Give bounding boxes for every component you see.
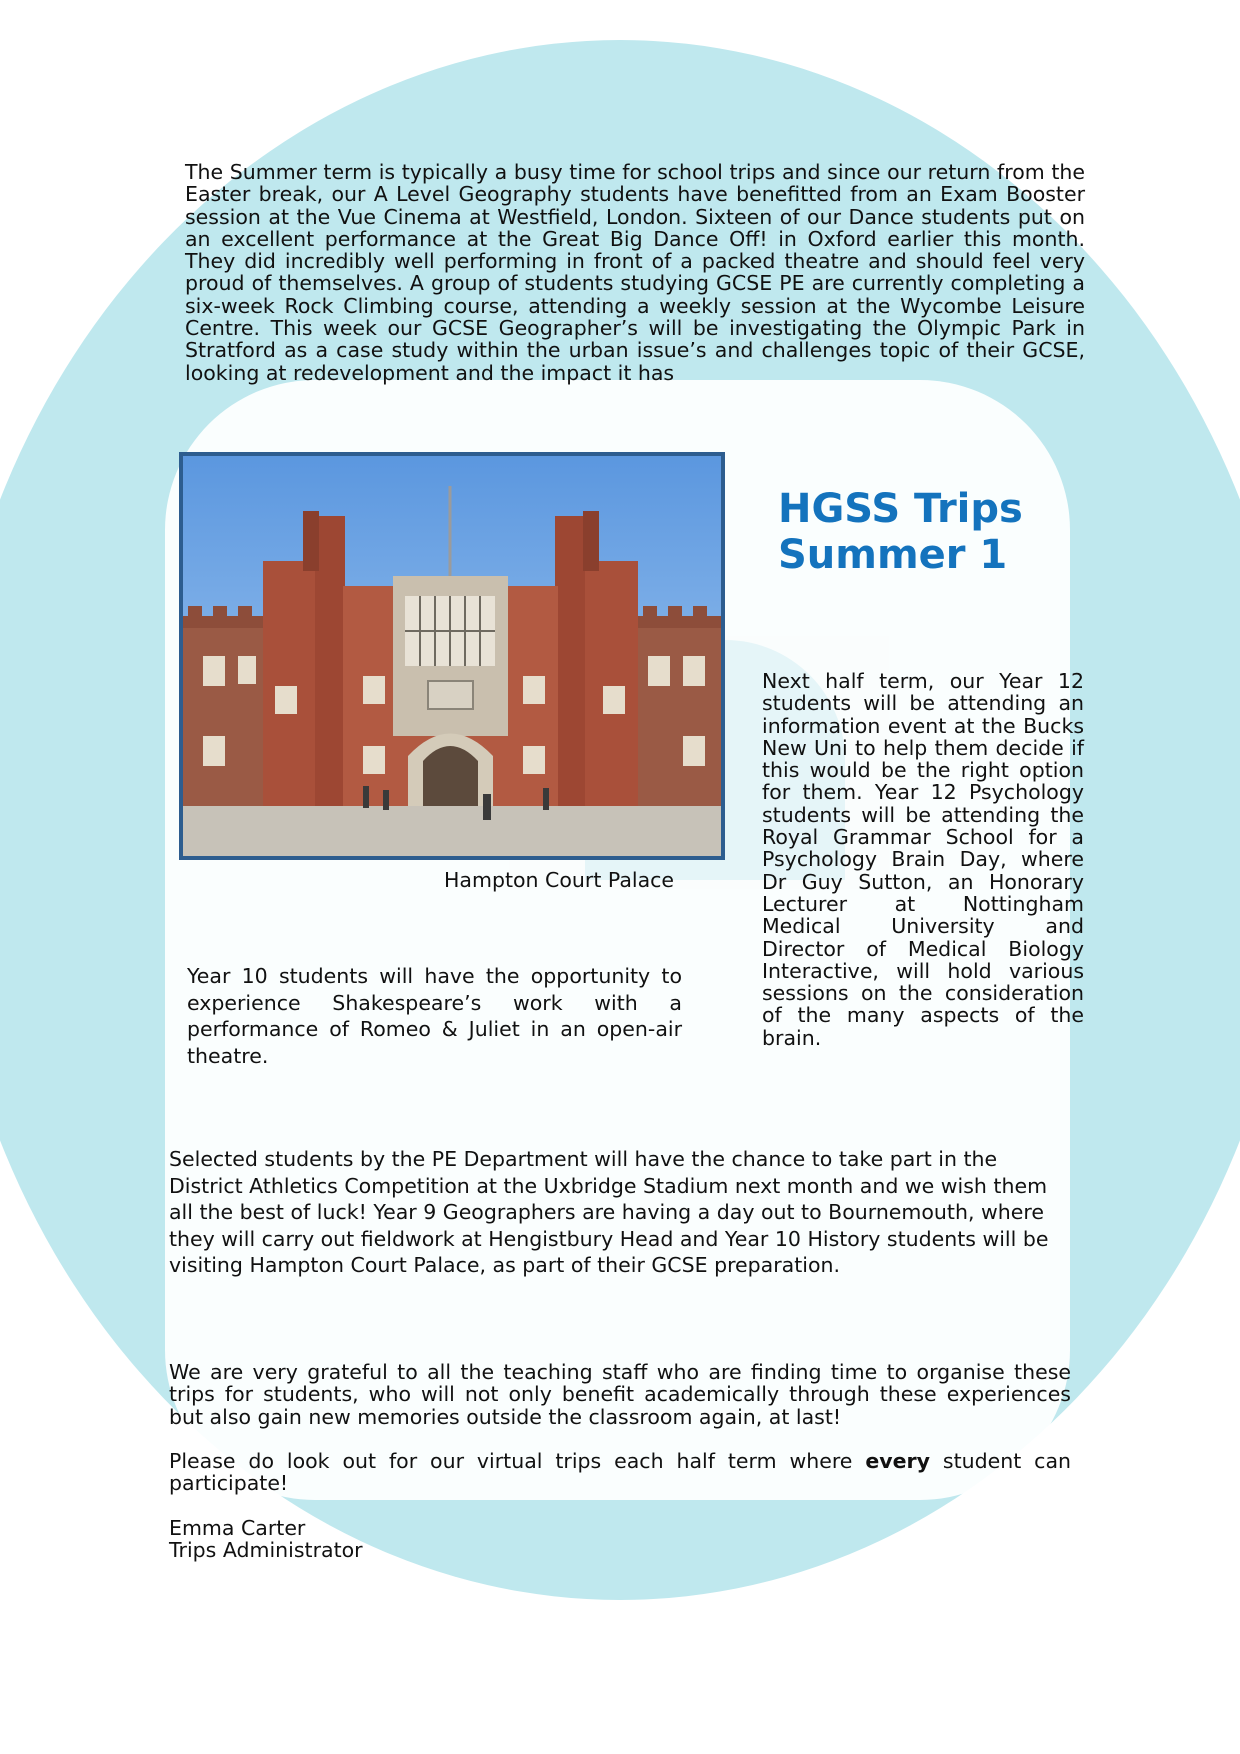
virtual-text-after: student can participate! xyxy=(169,1449,1071,1496)
athletics-paragraph: Selected students by the PE Department will have the chance to take part in the District Athletics Competition at the Uxbridge Stadium next month and we wish them all the best of luck! Year 9 Geographers are having a day out to Bournemouth, where they will carry out fieldwork at Hengistbury Head and Year 10 History students will be visiting Hampton Court Palace, as part of their GCSE preparation. xyxy=(169,1147,1049,1277)
virtual-trips-paragraph xyxy=(169,1450,1071,1495)
year12-paragraph: Next half term, our Year 12 students will be attending an information event at the Bucks New Uni to help them decide if this would be the right option for them. Year 12 Psychology students will be attending the Royal Grammar School for a Psychology Brain Day, where Dr Guy Sutton, an Honorary Lecturer at Nottingham Medical University and Director of Medical Biology Interactive, will hold various sessions on the consideration of the many aspects of the brain. xyxy=(762,669,1084,1050)
hampton-court-photo xyxy=(179,452,725,860)
heading-line-2: Summer 1 xyxy=(778,532,1008,578)
heading-line-1: HGSS Trips xyxy=(778,486,1023,532)
page-heading xyxy=(778,486,1023,578)
virtual-bold-word: every xyxy=(865,1449,930,1473)
thanks-paragraph: We are very grateful to all the teaching staff who are finding time to organise these trips for students, who will not only benefit academically through these experiences but also gain new memories outside the classroom again, at last! xyxy=(169,1360,1071,1429)
palace-illustration xyxy=(183,456,721,856)
signature-role: Trips Administrator xyxy=(169,1538,363,1562)
photo-caption: Hampton Court Palace xyxy=(444,868,675,892)
intro-paragraph: The Summer term is typically a busy time for school trips and since our return from the Easter break, our A Level Geography students have benefitted from an Exam Booster session at the Vue Cinema at Westfield, London. Sixteen of our Dance students put on an excellent performance at the Great Big Dance Off! in Oxford earlier this month. They did incredibly well performing in front of a packed theatre and should feel very proud of themselves. A group of students studying GCSE PE are currently completing a six-week Rock Climbing course, attending a weekly session at the Wycombe Leisure Centre. This week our GCSE Geographer’s will be investigating the Olympic Park in Stratford as a case study within the urban issue’s and challenges topic of their GCSE, looking at redevelopment and the impact it has xyxy=(185,160,1085,385)
virtual-text-before: Please do look out for our virtual trips each half term where xyxy=(169,1449,866,1473)
year10-paragraph: Year 10 students will have the opportunity to experience Shakespeare’s work with a performance of Romeo & Juliet in an open-air theatre. xyxy=(187,964,682,1068)
signature-name: Emma Carter xyxy=(169,1516,306,1540)
